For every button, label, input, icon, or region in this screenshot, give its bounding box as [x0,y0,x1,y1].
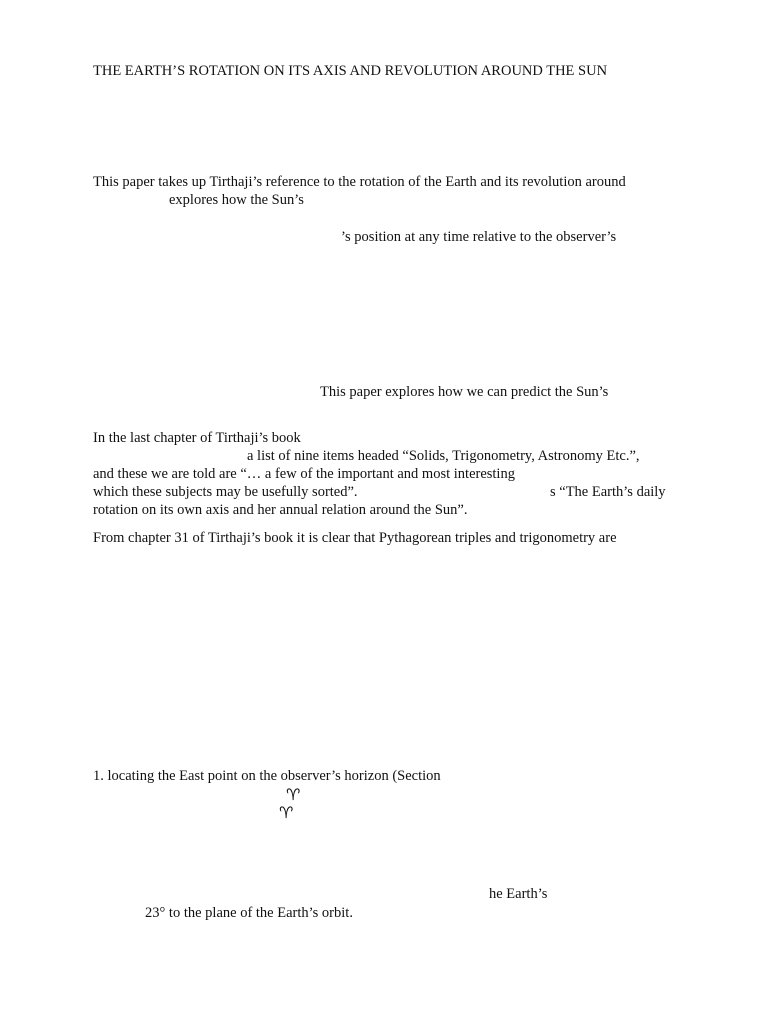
aries-symbol-icon: ♈ [286,785,301,804]
intro-line-3: and these we are told are “… a few of the important and most interesting [93,466,515,482]
abstract-line-1: This paper takes up Tirthaji’s reference to the rotation of the Earth and its revolution around [93,174,626,190]
aries-symbol-icon: ♈ [279,803,294,822]
document-title: THE EARTH’S ROTATION ON ITS AXIS AND REVOLUTION AROUND THE SUN [93,63,608,79]
intro-line-4b: s “The Earth’s daily [550,484,666,500]
intro-line-1: In the last chapter of Tirthaji’s book [93,430,301,446]
paragraph-2-line-1: From chapter 31 of Tirthaji’s book it is clear that Pythagorean triples and trigonometry are [93,530,617,546]
tail-line-1: he Earth’s [489,886,548,902]
intro-line-5: rotation on its own axis and her annual relation around the Sun”. [93,502,468,518]
list-item-1: 1. locating the East point on the observer’s horizon (Section [93,768,441,784]
abstract-line-4: This paper explores how we can predict the Sun’s [320,384,609,400]
tail-line-2: 23° to the plane of the Earth’s orbit. [145,905,353,921]
abstract-line-3: ’s position at any time relative to the observer’s [341,229,617,245]
intro-line-2: a list of nine items headed “Solids, Trigonometry, Astronomy Etc.”, [247,448,640,464]
intro-line-4a: which these subjects may be usefully sorted”. [93,484,358,500]
abstract-line-2: explores how the Sun’s [169,192,304,208]
